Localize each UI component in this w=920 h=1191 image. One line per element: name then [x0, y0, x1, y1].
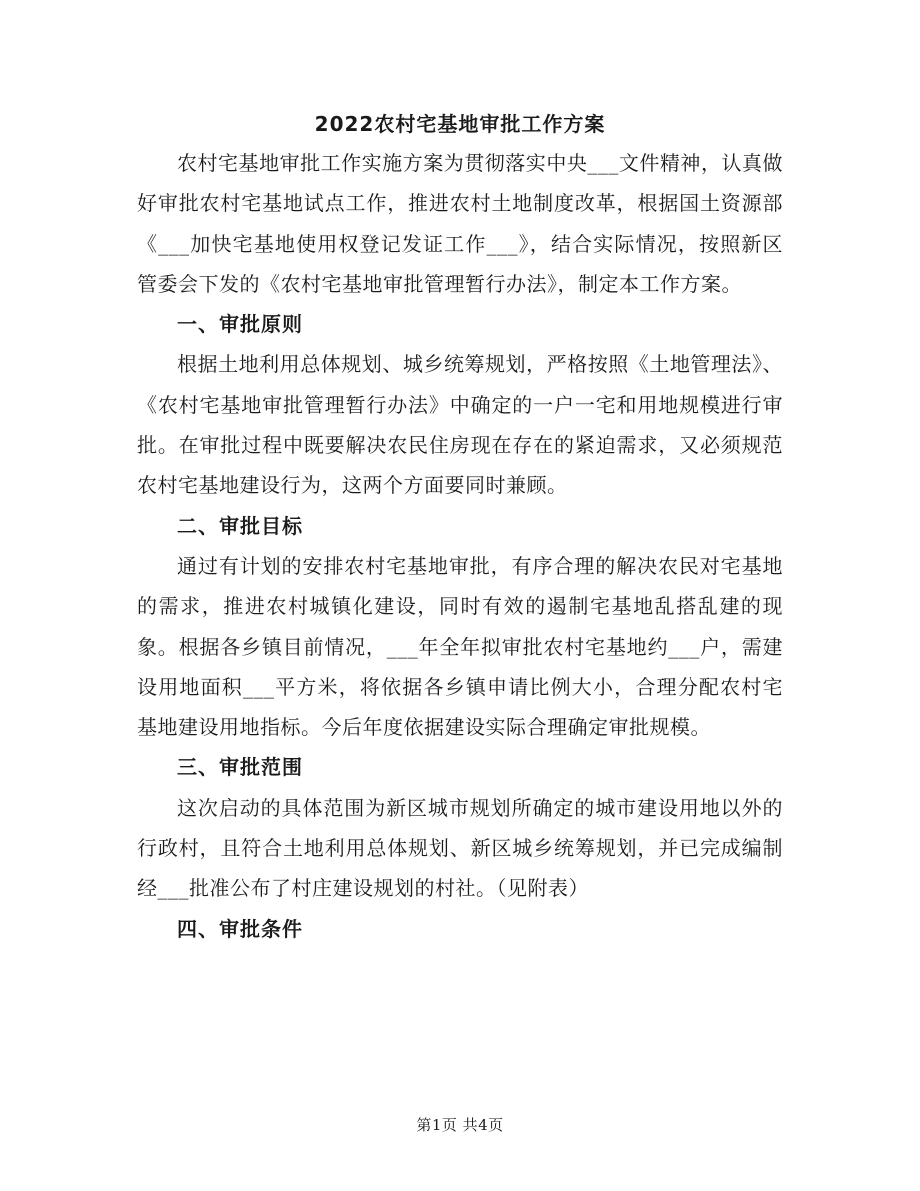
page-number: 第1页 共4页	[416, 1116, 504, 1134]
goals-paragraph: 通过有计划的安排农村宅基地审批，有序合理的解决农民对宅基地的需求，推进农村城镇化建设，同时有效的遏制宅基地乱搭乱建的现象。根据各乡镇目前情况，___年全年拟审批农村宅基地约___户，需建设用地面积___平方米，将依据各乡镇申请比例大小，合理分配农村宅基地建设用地指标。今后年度依据建设实际合理确定审批规模。	[137, 553, 783, 740]
section-heading-conditions: 四、审批条件	[177, 916, 303, 941]
section-heading-scope: 三、审批范围	[177, 755, 303, 780]
section-heading-goals: 二、审批目标	[177, 513, 303, 538]
document-title: 2022农村宅基地审批工作方案	[314, 112, 606, 136]
intro-paragraph: 农村宅基地审批工作实施方案为贯彻落实中央___文件精神，认真做好审批农村宅基地试点工作，推进农村土地制度改革，根据国土资源部《___加快宅基地使用权登记发证工作___》，结合实际情况，按照新区管委会下发的《农村宅基地审批管理暂行办法》，制定本工作方案。	[137, 151, 783, 296]
section-heading-principles: 一、审批原则	[177, 312, 303, 337]
principles-paragraph: 根据土地利用总体规划、城乡统筹规划，严格按照《土地管理法》、《农村宅基地审批管理暂行办法》中确定的一户一宅和用地规模进行审批。在审批过程中既要解决农民住房现在存在的紧迫需求，又必须规范农村宅基地建设行为，这两个方面要同时兼顾。	[137, 352, 783, 498]
scope-paragraph: 这次启动的具体范围为新区城市规划所确定的城市建设用地以外的行政村，且符合土地利用总体规划、新区城乡统筹规划，并已完成编制经___批准公布了村庄建设规划的村社。（见附表）	[137, 795, 783, 901]
document-body	[137, 143, 783, 949]
